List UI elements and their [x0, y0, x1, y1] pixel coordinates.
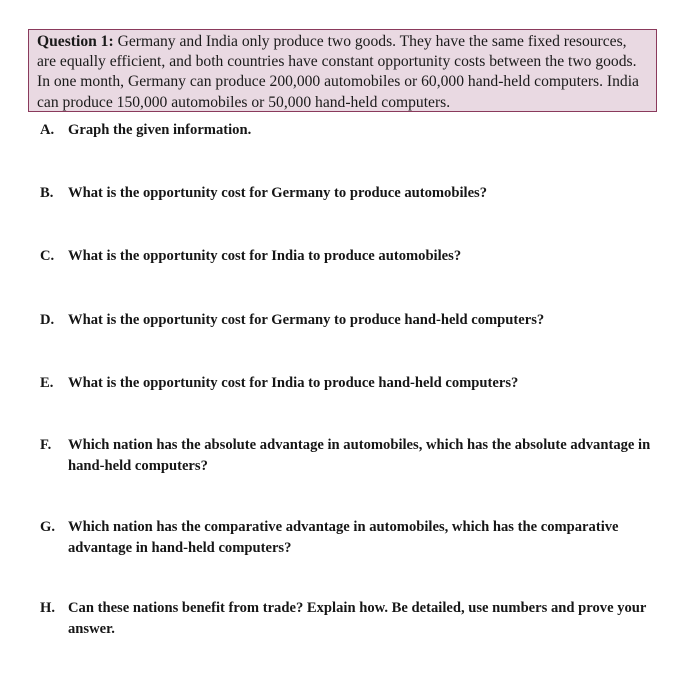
sub-question-letter: B. — [40, 185, 54, 201]
sub-question-letter: E. — [40, 375, 54, 391]
sub-question-letter: C. — [40, 248, 55, 264]
sub-question-letter: D. — [40, 312, 55, 328]
sub-question-text: What is the opportunity cost for Germany to produce automobiles? — [68, 185, 488, 201]
sub-question-a — [40, 120, 660, 141]
sub-question-text: What is the opportunity cost for India to produce hand-held computers? — [68, 375, 519, 391]
sub-question-e — [40, 373, 660, 394]
sub-question-text: What is the opportunity cost for Germany to produce hand-held computers? — [68, 312, 545, 328]
sub-question-letter: A. — [40, 122, 55, 138]
sub-question-text: What is the opportunity cost for India to produce automobiles? — [68, 248, 462, 264]
question-label: Question 1: — [37, 33, 114, 50]
sub-question-letter: H. — [40, 600, 55, 616]
sub-question-text: Which nation has the absolute advantage in automobiles, which has the absolute advantage in hand-held computers? — [68, 437, 651, 474]
sub-question-c — [40, 246, 660, 267]
sub-question-letter: F. — [40, 437, 52, 453]
sub-question-text: Which nation has the comparative advantage in automobiles, which has the comparative advantage in hand-held computers? — [68, 519, 619, 556]
sub-question-d — [40, 310, 660, 331]
question-body: Germany and India only produce two goods. They have the same fixed resources, are equally efficient, and both countries have constant opportunity costs between the two goods. In one month, Germany can produce 200,000 automobiles or 60,000 hand-held computers. India can produce 150,000 automobiles or 50,000 hand-held computers. — [37, 33, 639, 111]
sub-question-text: Can these nations benefit from trade? Explain how. Be detailed, use numbers and prove your answer. — [68, 600, 647, 637]
sub-question-f — [40, 435, 660, 477]
sub-question-h — [40, 598, 660, 640]
sub-question-text: Graph the given information. — [68, 122, 252, 138]
sub-question-b — [40, 183, 660, 204]
sub-question-g — [40, 517, 660, 559]
sub-question-letter: G. — [40, 519, 55, 535]
